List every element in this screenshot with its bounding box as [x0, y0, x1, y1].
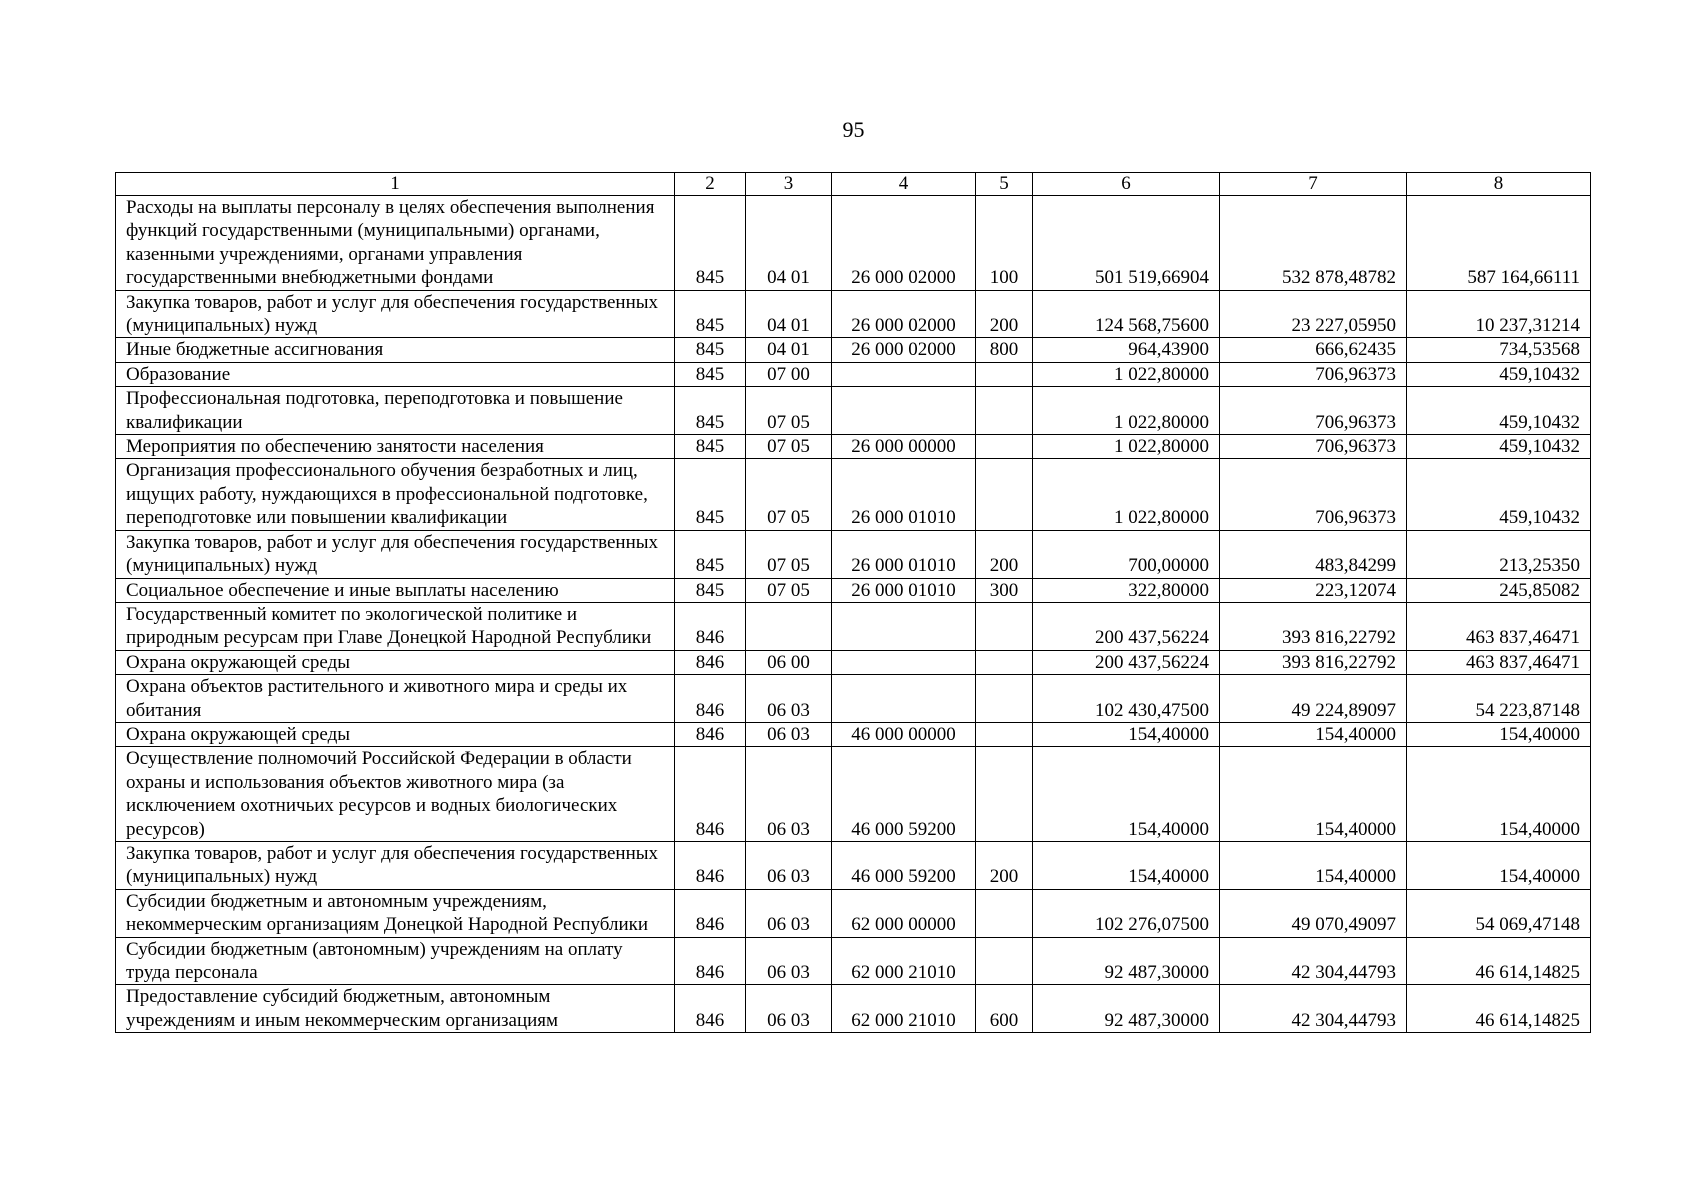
- ministry-code-cell: 845: [675, 290, 746, 338]
- expense-name-cell: Организация профессионального обучения безработных и лиц, ищущих работу, нуждающихся в профессиональной подготовке, переподготовке или повышении квалификации: [116, 459, 675, 530]
- table-row: [116, 578, 1591, 602]
- expense-type-code-cell: [976, 602, 1033, 650]
- expense-name-cell: Иные бюджетные ассигнования: [116, 338, 675, 362]
- expense-name-cell: Расходы на выплаты персоналу в целях обеспечения выполнения функций государственными (муниципальными) органами, казенными учреждениями, органами управления государственными внебюджетными фондами: [116, 196, 675, 291]
- column-header: 4: [832, 173, 976, 196]
- table-row: [116, 985, 1591, 1033]
- amount-col8-cell: 459,10432: [1407, 387, 1591, 435]
- table-body: [116, 173, 1591, 1033]
- expense-type-code-cell: [976, 722, 1033, 746]
- target-code-cell: [832, 650, 976, 674]
- amount-col7-cell: 154,40000: [1220, 841, 1407, 889]
- amount-col7-cell: 154,40000: [1220, 747, 1407, 842]
- expense-type-code-cell: [976, 435, 1033, 459]
- target-code-cell: 26 000 02000: [832, 196, 976, 291]
- section-code-cell: 06 03: [746, 889, 832, 937]
- section-code-cell: 06 03: [746, 937, 832, 985]
- section-code-cell: 07 05: [746, 387, 832, 435]
- expense-name-cell: Закупка товаров, работ и услуг для обеспечения государственных (муниципальных) нужд: [116, 841, 675, 889]
- section-code-cell: 07 05: [746, 530, 832, 578]
- target-code-cell: 26 000 00000: [832, 435, 976, 459]
- amount-col7-cell: 706,96373: [1220, 435, 1407, 459]
- amount-col8-cell: 463 837,46471: [1407, 602, 1591, 650]
- table-row: [116, 747, 1591, 842]
- amount-col6-cell: 200 437,56224: [1033, 602, 1220, 650]
- table-row: [116, 602, 1591, 650]
- amount-col6-cell: 1 022,80000: [1033, 435, 1220, 459]
- target-code-cell: 26 000 01010: [832, 459, 976, 530]
- amount-col8-cell: 154,40000: [1407, 841, 1591, 889]
- target-code-cell: [832, 362, 976, 386]
- amount-col8-cell: 10 237,31214: [1407, 290, 1591, 338]
- section-code-cell: 04 01: [746, 338, 832, 362]
- expense-name-cell: Профессиональная подготовка, переподготовка и повышение квалификации: [116, 387, 675, 435]
- expense-type-code-cell: [976, 747, 1033, 842]
- amount-col8-cell: 459,10432: [1407, 459, 1591, 530]
- expense-type-code-cell: [976, 675, 1033, 723]
- expense-type-code-cell: [976, 650, 1033, 674]
- amount-col6-cell: 1 022,80000: [1033, 459, 1220, 530]
- table-row: [116, 530, 1591, 578]
- ministry-code-cell: 846: [675, 889, 746, 937]
- expense-name-cell: Образование: [116, 362, 675, 386]
- expense-type-code-cell: 800: [976, 338, 1033, 362]
- expense-name-cell: Закупка товаров, работ и услуг для обеспечения государственных (муниципальных) нужд: [116, 290, 675, 338]
- amount-col7-cell: 223,12074: [1220, 578, 1407, 602]
- expense-name-cell: Охрана окружающей среды: [116, 650, 675, 674]
- section-code-cell: 07 05: [746, 435, 832, 459]
- amount-col7-cell: 393 816,22792: [1220, 602, 1407, 650]
- amount-col8-cell: 459,10432: [1407, 435, 1591, 459]
- table-header-row: [116, 173, 1591, 196]
- target-code-cell: 62 000 00000: [832, 889, 976, 937]
- target-code-cell: 46 000 59200: [832, 841, 976, 889]
- amount-col7-cell: 42 304,44793: [1220, 985, 1407, 1033]
- column-header: 1: [116, 173, 675, 196]
- expense-type-code-cell: 600: [976, 985, 1033, 1033]
- amount-col7-cell: 706,96373: [1220, 387, 1407, 435]
- amount-col6-cell: 92 487,30000: [1033, 937, 1220, 985]
- ministry-code-cell: 846: [675, 937, 746, 985]
- amount-col7-cell: 23 227,05950: [1220, 290, 1407, 338]
- amount-col8-cell: 54 223,87148: [1407, 675, 1591, 723]
- expense-name-cell: Субсидии бюджетным (автономным) учреждениям на оплату труда персонала: [116, 937, 675, 985]
- expense-type-code-cell: [976, 459, 1033, 530]
- amount-col8-cell: 587 164,66111: [1407, 196, 1591, 291]
- table-row: [116, 387, 1591, 435]
- amount-col8-cell: 54 069,47148: [1407, 889, 1591, 937]
- amount-col7-cell: 706,96373: [1220, 362, 1407, 386]
- column-header: 5: [976, 173, 1033, 196]
- expense-type-code-cell: 200: [976, 530, 1033, 578]
- target-code-cell: 26 000 02000: [832, 338, 976, 362]
- target-code-cell: [832, 387, 976, 435]
- page-number: 95: [842, 117, 865, 142]
- column-header: 6: [1033, 173, 1220, 196]
- table-row: [116, 841, 1591, 889]
- table-row: [116, 196, 1591, 291]
- amount-col8-cell: 459,10432: [1407, 362, 1591, 386]
- expense-type-code-cell: 300: [976, 578, 1033, 602]
- amount-col7-cell: 666,62435: [1220, 338, 1407, 362]
- expense-type-code-cell: [976, 387, 1033, 435]
- target-code-cell: 62 000 21010: [832, 937, 976, 985]
- table-row: [116, 459, 1591, 530]
- section-code-cell: 06 03: [746, 747, 832, 842]
- expense-type-code-cell: [976, 362, 1033, 386]
- section-code-cell: 07 05: [746, 578, 832, 602]
- ministry-code-cell: 845: [675, 530, 746, 578]
- amount-col6-cell: 124 568,75600: [1033, 290, 1220, 338]
- amount-col7-cell: 154,40000: [1220, 722, 1407, 746]
- ministry-code-cell: 846: [675, 675, 746, 723]
- target-code-cell: 26 000 01010: [832, 578, 976, 602]
- expense-name-cell: Субсидии бюджетным и автономным учреждениям, некоммерческим организациям Донецкой Народной Республики: [116, 889, 675, 937]
- expense-name-cell: Предоставление субсидий бюджетным, автономным учреждениям и иным некоммерческим организациям: [116, 985, 675, 1033]
- expense-type-code-cell: [976, 889, 1033, 937]
- amount-col6-cell: 322,80000: [1033, 578, 1220, 602]
- amount-col8-cell: 463 837,46471: [1407, 650, 1591, 674]
- amount-col6-cell: 154,40000: [1033, 722, 1220, 746]
- amount-col7-cell: 483,84299: [1220, 530, 1407, 578]
- amount-col6-cell: 92 487,30000: [1033, 985, 1220, 1033]
- ministry-code-cell: 845: [675, 196, 746, 291]
- expense-type-code-cell: 200: [976, 841, 1033, 889]
- section-code-cell: 06 03: [746, 722, 832, 746]
- column-header: 8: [1407, 173, 1591, 196]
- target-code-cell: 46 000 00000: [832, 722, 976, 746]
- ministry-code-cell: 845: [675, 578, 746, 602]
- amount-col8-cell: 245,85082: [1407, 578, 1591, 602]
- amount-col6-cell: 700,00000: [1033, 530, 1220, 578]
- amount-col8-cell: 734,53568: [1407, 338, 1591, 362]
- section-code-cell: 04 01: [746, 290, 832, 338]
- target-code-cell: [832, 602, 976, 650]
- target-code-cell: 26 000 02000: [832, 290, 976, 338]
- expense-name-cell: Мероприятия по обеспечению занятости населения: [116, 435, 675, 459]
- section-code-cell: 06 03: [746, 841, 832, 889]
- target-code-cell: 62 000 21010: [832, 985, 976, 1033]
- ministry-code-cell: 845: [675, 435, 746, 459]
- section-code-cell: 06 00: [746, 650, 832, 674]
- table-row: [116, 650, 1591, 674]
- amount-col6-cell: 1 022,80000: [1033, 362, 1220, 386]
- amount-col7-cell: 49 070,49097: [1220, 889, 1407, 937]
- section-code-cell: 07 05: [746, 459, 832, 530]
- amount-col6-cell: 964,43900: [1033, 338, 1220, 362]
- ministry-code-cell: 846: [675, 747, 746, 842]
- ministry-code-cell: 846: [675, 650, 746, 674]
- target-code-cell: [832, 675, 976, 723]
- target-code-cell: 26 000 01010: [832, 530, 976, 578]
- amount-col7-cell: 393 816,22792: [1220, 650, 1407, 674]
- column-header: 7: [1220, 173, 1407, 196]
- expense-name-cell: Закупка товаров, работ и услуг для обеспечения государственных (муниципальных) нужд: [116, 530, 675, 578]
- section-code-cell: 06 03: [746, 675, 832, 723]
- amount-col6-cell: 102 430,47500: [1033, 675, 1220, 723]
- amount-col8-cell: 154,40000: [1407, 722, 1591, 746]
- amount-col6-cell: 102 276,07500: [1033, 889, 1220, 937]
- table-row: [116, 937, 1591, 985]
- ministry-code-cell: 846: [675, 722, 746, 746]
- amount-col6-cell: 154,40000: [1033, 841, 1220, 889]
- table-row: [116, 362, 1591, 386]
- ministry-code-cell: 846: [675, 985, 746, 1033]
- section-code-cell: 07 00: [746, 362, 832, 386]
- section-code-cell: [746, 602, 832, 650]
- expense-type-code-cell: 100: [976, 196, 1033, 291]
- budget-table: [115, 172, 1591, 1033]
- target-code-cell: 46 000 59200: [832, 747, 976, 842]
- amount-col7-cell: 49 224,89097: [1220, 675, 1407, 723]
- amount-col7-cell: 532 878,48782: [1220, 196, 1407, 291]
- expense-type-code-cell: 200: [976, 290, 1033, 338]
- expense-name-cell: Государственный комитет по экологической политике и природным ресурсам при Главе Донецкой Народной Республики: [116, 602, 675, 650]
- table-row: [116, 435, 1591, 459]
- amount-col6-cell: 154,40000: [1033, 747, 1220, 842]
- amount-col7-cell: 706,96373: [1220, 459, 1407, 530]
- table-row: [116, 889, 1591, 937]
- column-header: 3: [746, 173, 832, 196]
- ministry-code-cell: 845: [675, 338, 746, 362]
- expense-name-cell: Охрана окружающей среды: [116, 722, 675, 746]
- expense-name-cell: Осуществление полномочий Российской Федерации в области охраны и использования объектов животного мира (за исключением охотничьих ресурсов и водных биологических ресурсов): [116, 747, 675, 842]
- expense-type-code-cell: [976, 937, 1033, 985]
- section-code-cell: 06 03: [746, 985, 832, 1033]
- table-row: [116, 722, 1591, 746]
- ministry-code-cell: 845: [675, 362, 746, 386]
- amount-col6-cell: 1 022,80000: [1033, 387, 1220, 435]
- amount-col8-cell: 154,40000: [1407, 747, 1591, 842]
- amount-col8-cell: 46 614,14825: [1407, 937, 1591, 985]
- ministry-code-cell: 846: [675, 602, 746, 650]
- ministry-code-cell: 845: [675, 387, 746, 435]
- section-code-cell: 04 01: [746, 196, 832, 291]
- expense-name-cell: Социальное обеспечение и иные выплаты населению: [116, 578, 675, 602]
- amount-col6-cell: 501 519,66904: [1033, 196, 1220, 291]
- table-row: [116, 675, 1591, 723]
- amount-col6-cell: 200 437,56224: [1033, 650, 1220, 674]
- ministry-code-cell: 845: [675, 459, 746, 530]
- amount-col8-cell: 213,25350: [1407, 530, 1591, 578]
- amount-col8-cell: 46 614,14825: [1407, 985, 1591, 1033]
- table-row: [116, 338, 1591, 362]
- table-row: [116, 290, 1591, 338]
- column-header: 2: [675, 173, 746, 196]
- amount-col7-cell: 42 304,44793: [1220, 937, 1407, 985]
- ministry-code-cell: 846: [675, 841, 746, 889]
- expense-name-cell: Охрана объектов растительного и животного мира и среды их обитания: [116, 675, 675, 723]
